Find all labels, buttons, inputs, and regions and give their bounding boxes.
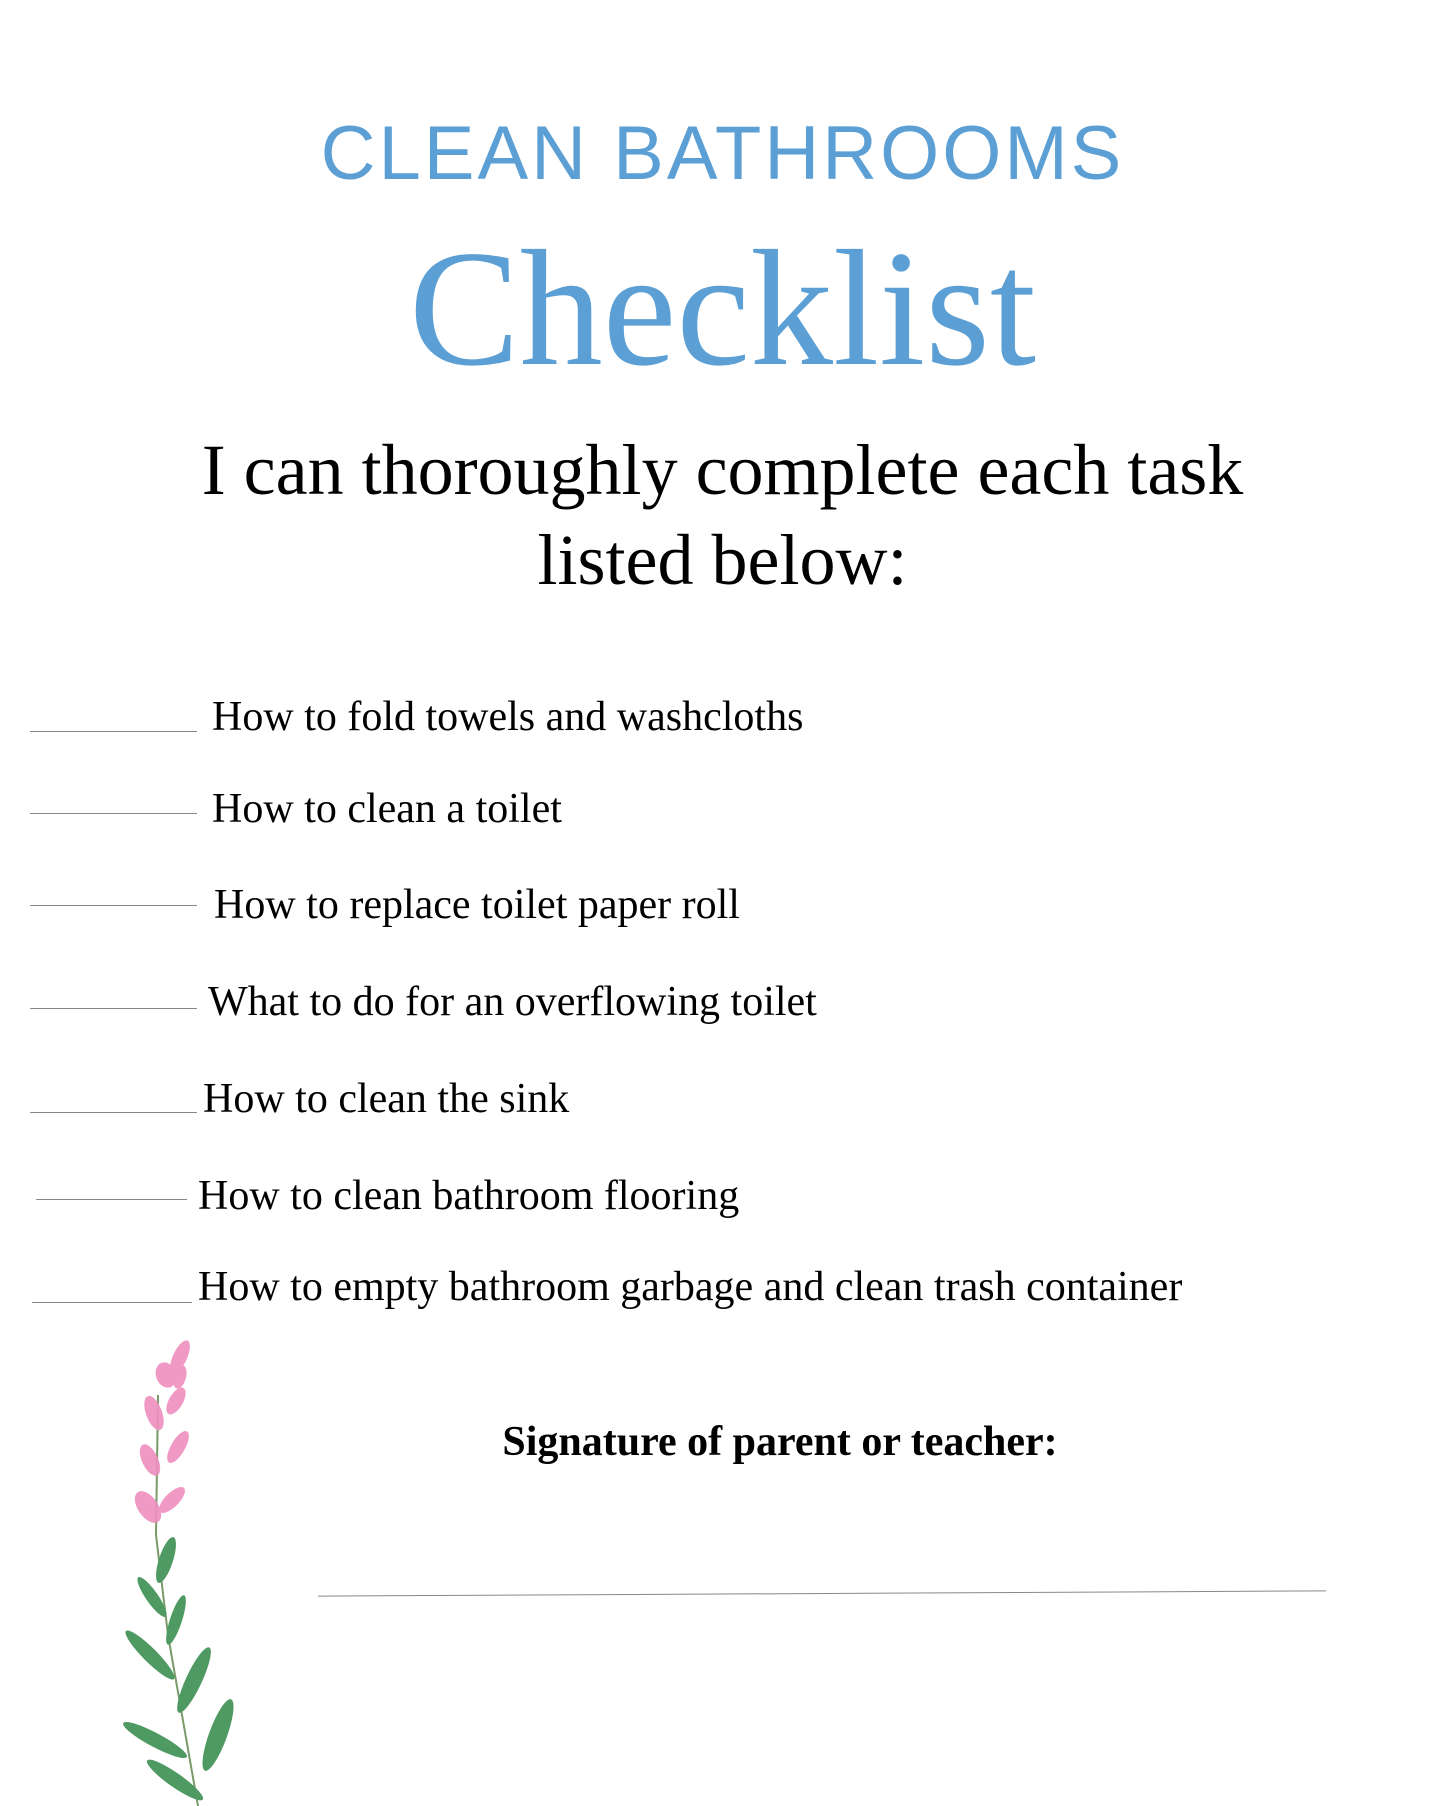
task-item: How to fold towels and washcloths [212,694,804,740]
task-check-line[interactable] [36,1199,187,1200]
task-item: How to empty bathroom garbage and clean trash container [198,1264,1183,1310]
task-item: How to clean a toilet [212,786,562,832]
task-check-line[interactable] [30,1112,197,1113]
task-item: What to do for an overflowing toilet [208,979,817,1025]
task-check-line[interactable] [32,1302,192,1303]
intro-line-1: I can thoroughly complete each task [201,430,1244,510]
task-item: How to replace toilet paper roll [214,882,740,928]
task-item: How to clean bathroom flooring [198,1173,740,1219]
task-check-line[interactable] [30,1008,197,1009]
subtitle: CLEAN BATHROOMS [320,111,1125,196]
page-title: Checklist [408,216,1037,400]
intro-text [120,425,1325,605]
task-check-line[interactable] [30,813,197,814]
task-check-line[interactable] [30,731,197,732]
intro-line-2: listed below: [537,520,908,600]
task-item: How to clean the sink [203,1076,570,1122]
task-check-line[interactable] [30,905,197,906]
signature-label: Signature of parent or teacher: [502,1419,1058,1465]
signature-line[interactable] [318,1590,1326,1596]
flower-illustration-icon [120,1335,260,1806]
